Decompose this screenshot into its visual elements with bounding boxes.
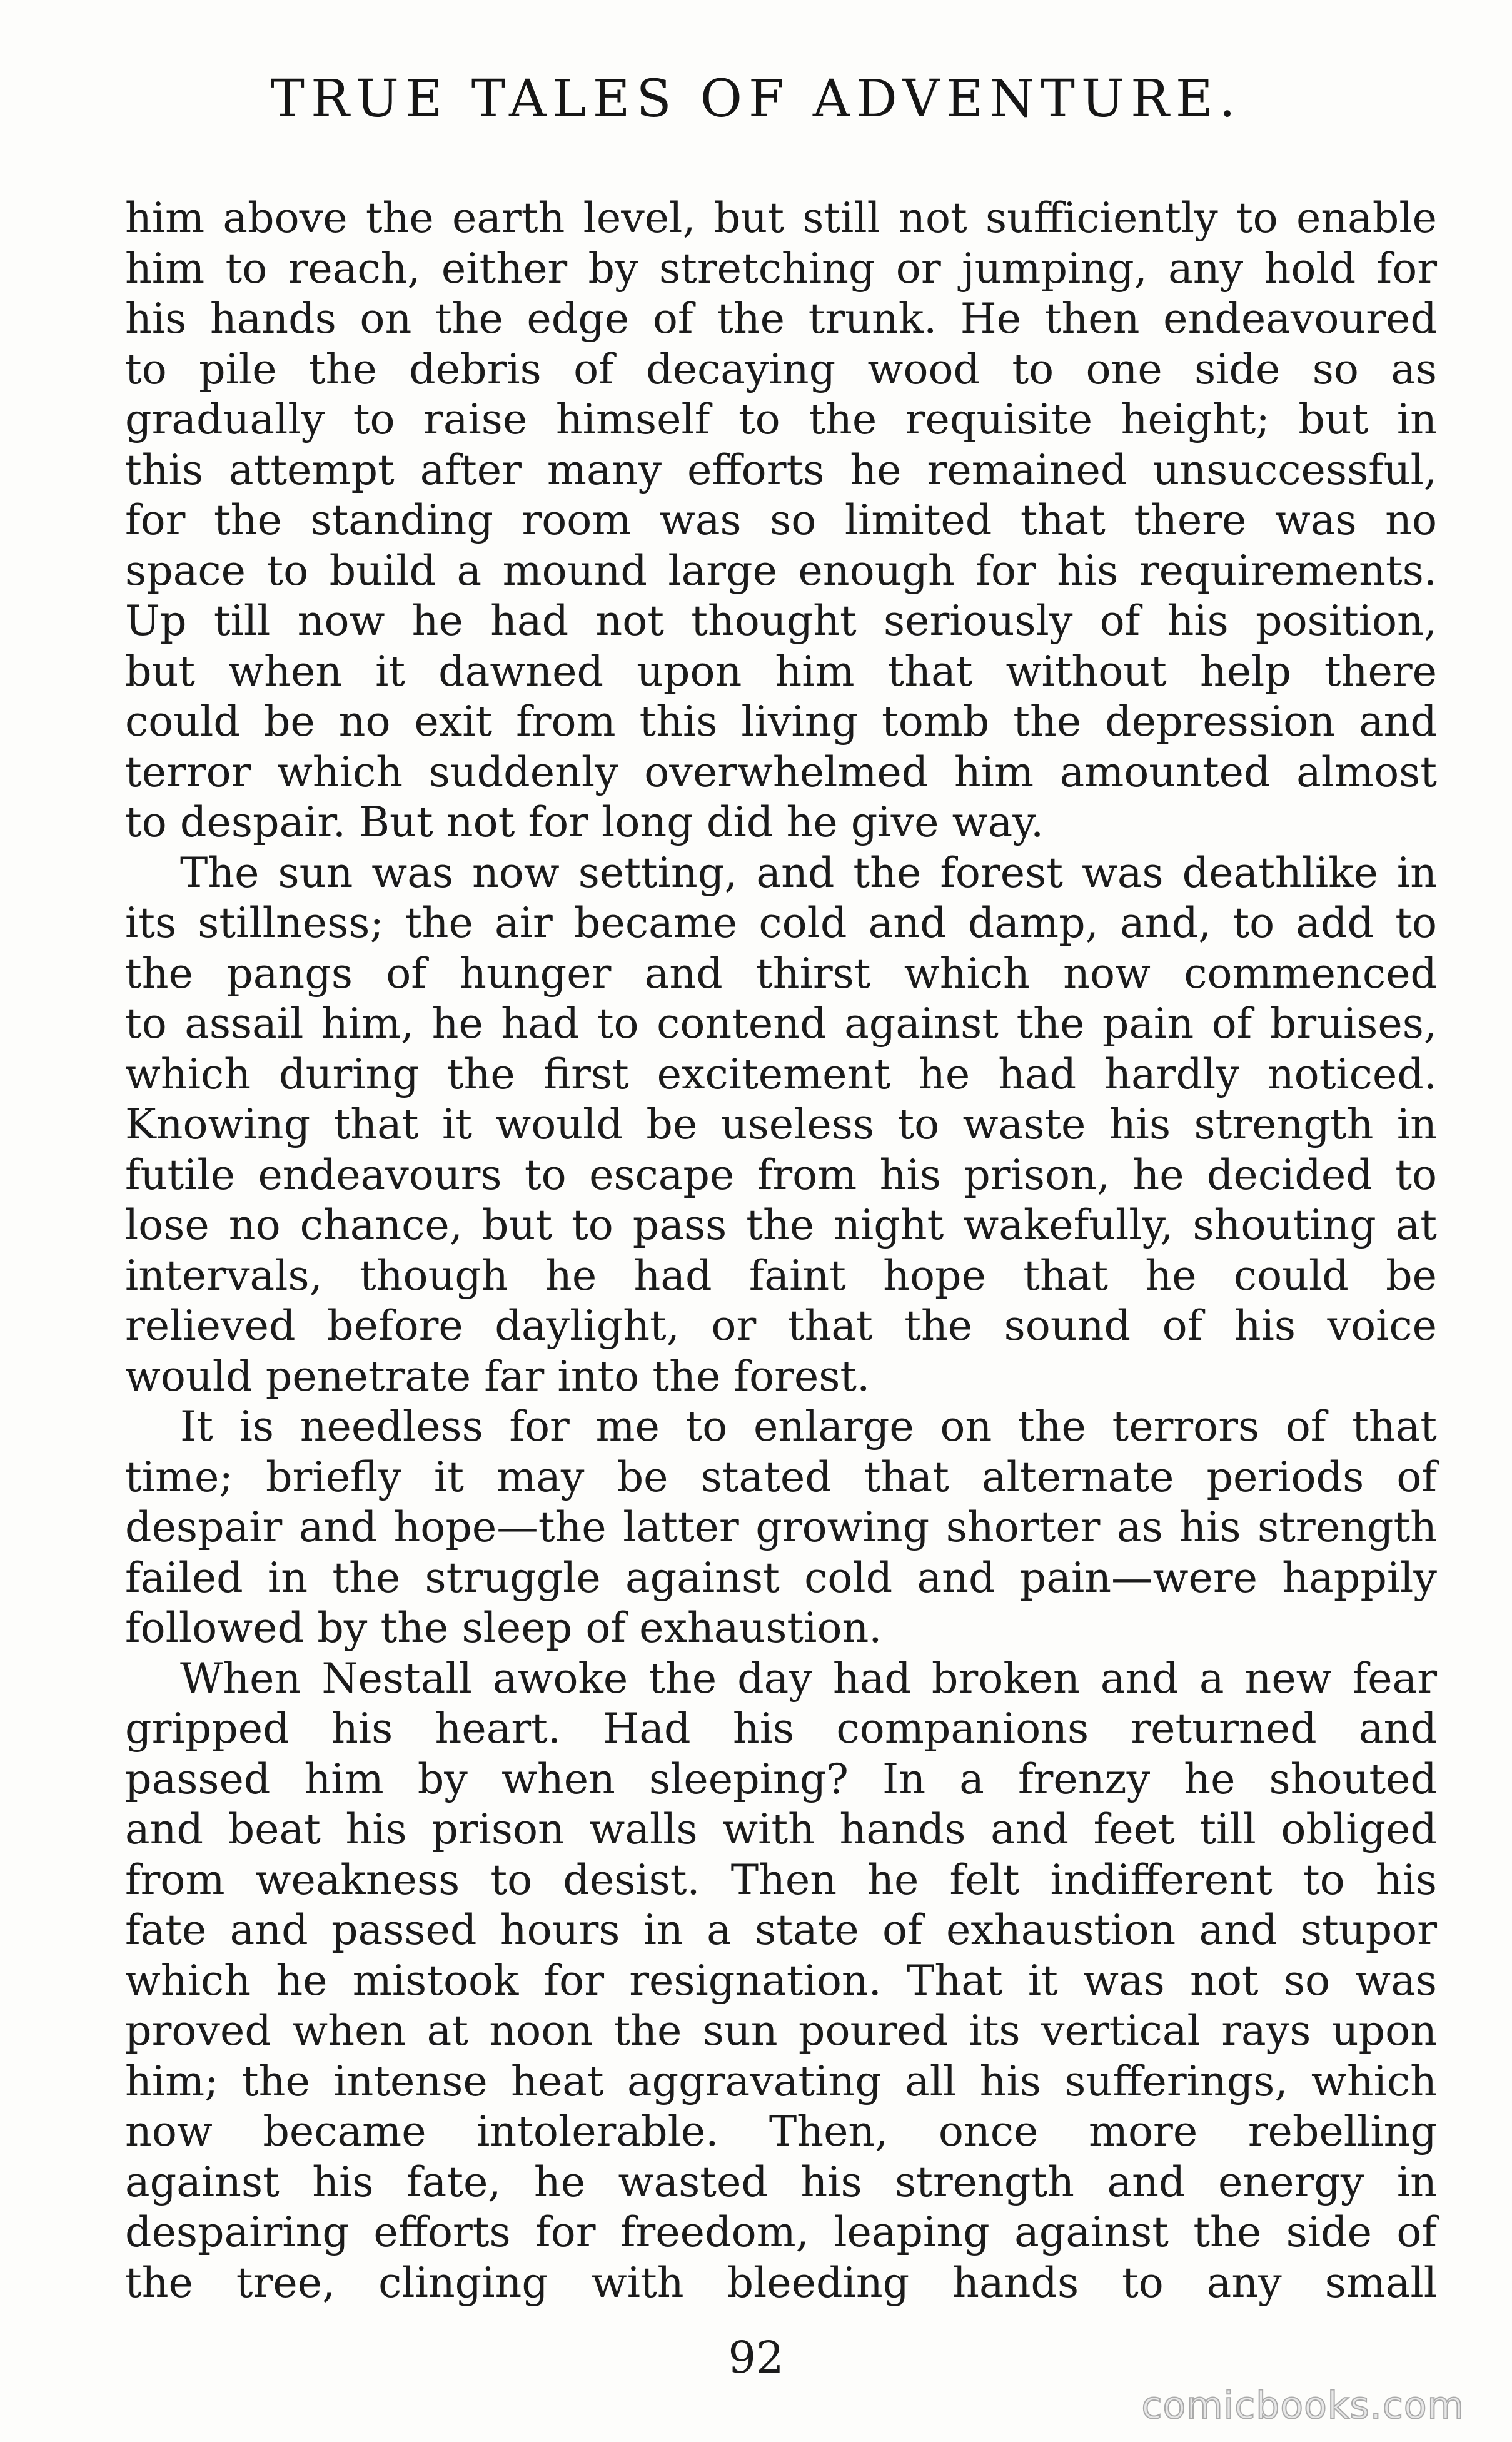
- text-line: gradually to raise himself to the requisite height; but in: [125, 395, 1437, 443]
- text-line: but when it dawned upon him that without help there: [125, 646, 1437, 696]
- watermark: comicbooks.com: [1141, 2384, 1464, 2428]
- text-line: him to reach, either by stretching or jumping, any hold for: [125, 243, 1437, 293]
- text-line: his hands on the edge of the trunk. He then endeavoured: [125, 294, 1437, 343]
- text-line: the pangs of hunger and thirst which now commenced: [125, 948, 1437, 998]
- text-line: Up till now he had not thought seriously of his position,: [125, 596, 1437, 645]
- text-line: fate and passed hours in a state of exhaustion and stupor: [125, 1905, 1437, 1954]
- text-line: him; the intense heat aggravating all his sufferings, which: [125, 2056, 1437, 2105]
- text-line: failed in the struggle against cold and pain—were happily: [125, 1553, 1437, 1602]
- text-line: time; briefly it may be stated that alternate periods of: [125, 1452, 1437, 1501]
- text-line: intervals, though he had faint hope that he could be: [125, 1250, 1437, 1300]
- text-line: When Nestall awoke the day had broken and a new fear: [180, 1653, 1437, 1703]
- text-line: now became intolerable. Then, once more rebelling: [125, 2107, 1437, 2156]
- text-line: which during the first excitement he had hardly noticed.: [125, 1049, 1437, 1098]
- page-number: 92: [728, 2332, 784, 2383]
- body-text: [125, 193, 1437, 2308]
- text-line: terror which suddenly overwhelmed him amounted almost: [125, 747, 1437, 796]
- text-line: Knowing that it would be useless to waste his strength in: [125, 1100, 1437, 1148]
- text-line: gripped his heart. Had his companions returned and: [125, 1704, 1437, 1753]
- text-line: and beat his prison walls with hands and feet till obliged: [125, 1805, 1437, 1853]
- text-line: for the standing room was so limited that there was no: [125, 495, 1437, 544]
- text-line: to assail him, he had to contend against the pain of bruises,: [125, 999, 1437, 1048]
- text-line: It is needless for me to enlarge on the terrors of that: [180, 1402, 1437, 1451]
- text-line: The sun was now setting, and the forest was deathlike in: [180, 848, 1437, 897]
- running-head: TRUE TALES OF ADVENTURE.: [270, 69, 1242, 129]
- text-line: against his fate, he wasted his strength and energy in: [125, 2157, 1437, 2206]
- text-line: him above the earth level, but still not sufficiently to enable: [125, 193, 1437, 242]
- text-line: to pile the debris of decaying wood to one side so as: [125, 344, 1437, 393]
- text-line: followed by the sleep of exhaustion.: [125, 1603, 882, 1652]
- text-line: which he mistook for resignation. That it was not so was: [125, 1955, 1437, 2005]
- text-line: proved when at noon the sun poured its vertical rays upon: [125, 2006, 1437, 2055]
- text-line: space to build a mound large enough for his requirements.: [125, 545, 1437, 595]
- text-line: to despair. But not for long did he give way.: [125, 798, 1044, 846]
- text-line: lose no chance, but to pass the night wakefully, shouting at: [125, 1200, 1437, 1249]
- text-line: would penetrate far into the forest.: [125, 1351, 870, 1401]
- text-line: futile endeavours to escape from his prison, he decided to: [125, 1150, 1437, 1199]
- text-line: could be no exit from this living tomb the depression and: [125, 697, 1437, 746]
- text-line: relieved before daylight, or that the sound of his voice: [125, 1301, 1437, 1350]
- text-line: from weakness to desist. Then he felt indifferent to his: [125, 1855, 1437, 1904]
- text-line: the tree, clinging with bleeding hands to any small: [125, 2257, 1437, 2307]
- text-line: this attempt after many efforts he remained unsuccessful,: [125, 445, 1437, 494]
- text-line: its stillness; the air became cold and damp, and, to add to: [125, 898, 1437, 947]
- text-line: despair and hope—the latter growing shorter as his strength: [125, 1502, 1437, 1551]
- text-line: passed him by when sleeping? In a frenzy he shouted: [125, 1754, 1437, 1803]
- text-line: despairing efforts for freedom, leaping against the side of: [125, 2207, 1437, 2256]
